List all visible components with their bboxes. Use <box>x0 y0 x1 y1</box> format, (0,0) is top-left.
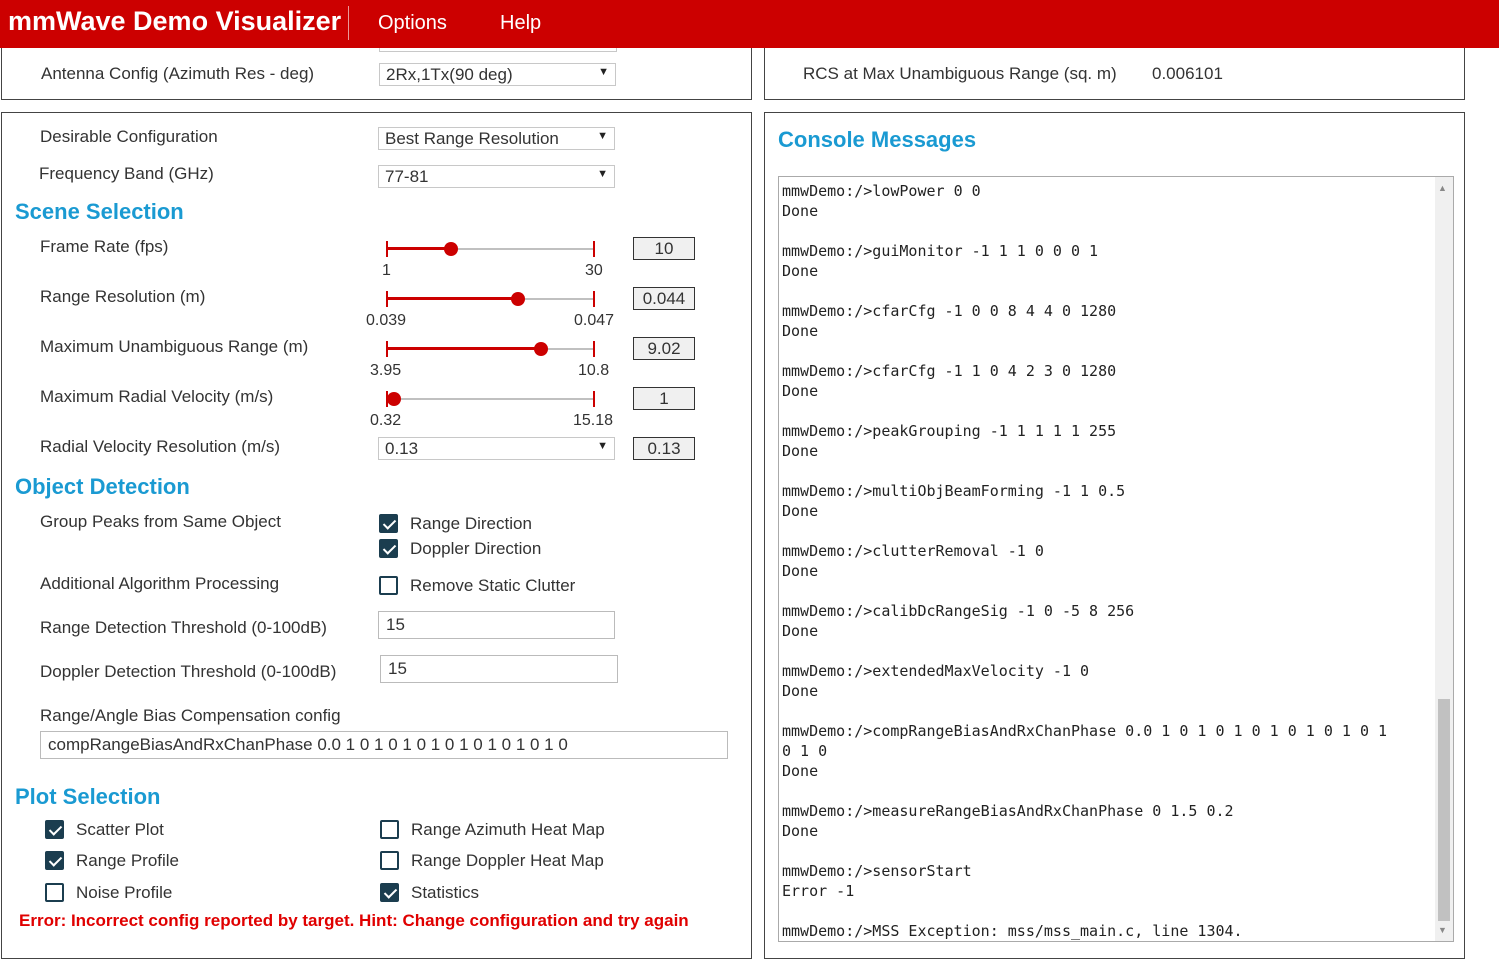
range-profile-checkbox[interactable] <box>45 851 64 870</box>
menu-options[interactable]: Options <box>378 12 447 34</box>
scatter-plot-label: Scatter Plot <box>76 820 164 839</box>
range-resolution-min: 0.039 <box>366 312 407 329</box>
object-detection-heading: Object Detection <box>15 474 190 499</box>
slider-fill <box>386 347 541 350</box>
range-doppler-checkbox[interactable] <box>380 851 399 870</box>
console-scrollbar[interactable] <box>1435 177 1453 941</box>
console-log[interactable] <box>778 176 1454 942</box>
slider-max-marker <box>593 391 595 407</box>
scatter-plot-checkbox[interactable] <box>45 820 64 839</box>
max-range-slider[interactable] <box>386 337 595 361</box>
bias-compensation-label: Range/Angle Bias Compensation config <box>40 706 341 725</box>
slider-thumb[interactable] <box>511 292 525 306</box>
range-resolution-slider[interactable] <box>386 287 595 311</box>
velocity-resolution-dropdown[interactable] <box>378 437 615 460</box>
max-range-value: 9.02 <box>633 337 695 360</box>
rcs-label: RCS at Max Unambiguous Range (sq. m) <box>803 64 1117 83</box>
antenna-config-label: Antenna Config (Azimuth Res - deg) <box>41 64 315 83</box>
slider-fill <box>386 297 518 300</box>
frame-rate-value: 10 <box>633 237 695 260</box>
max-velocity-max: 15.18 <box>573 412 614 429</box>
remove-static-clutter-checkbox[interactable] <box>379 576 398 595</box>
range-azimuth-label: Range Azimuth Heat Map <box>411 820 605 839</box>
console-heading: Console Messages <box>778 127 977 152</box>
max-velocity-label: Maximum Radial Velocity (m/s) <box>40 387 274 406</box>
noise-profile-checkbox[interactable] <box>45 883 64 902</box>
error-message: Error: Incorrect config reported by target. Hint: Change configuration and try again <box>19 911 689 930</box>
rcs-panel <box>764 48 1465 100</box>
slider-fill <box>386 247 451 250</box>
doppler-threshold-label: Doppler Detection Threshold (0-100dB) <box>40 662 337 681</box>
frequency-band-value: 77-81 <box>385 167 429 186</box>
statistics-checkbox[interactable] <box>380 883 399 902</box>
top-bar <box>0 0 1499 48</box>
range-resolution-label: Range Resolution (m) <box>40 287 206 306</box>
slider-max-marker <box>593 241 595 257</box>
additional-processing-label: Additional Algorithm Processing <box>40 574 280 593</box>
rcs-value: 0.006101 <box>1152 64 1223 83</box>
max-range-min: 3.95 <box>370 362 402 379</box>
max-velocity-slider[interactable] <box>386 387 595 411</box>
antenna-config-value: 2Rx,1Tx(90 deg) <box>386 65 513 84</box>
velocity-resolution-value: 0.13 <box>633 437 695 460</box>
slider-min-marker <box>386 341 388 357</box>
frame-rate-max: 30 <box>585 262 603 279</box>
slider-thumb[interactable] <box>387 392 401 406</box>
range-resolution-value: 0.044 <box>633 287 695 310</box>
range-azimuth-checkbox[interactable] <box>380 820 399 839</box>
slider-thumb[interactable] <box>534 342 548 356</box>
frame-rate-label: Frame Rate (fps) <box>40 237 169 256</box>
slider-min-marker <box>386 291 388 307</box>
doppler-direction-checkbox[interactable] <box>379 539 398 558</box>
doppler-direction-label: Doppler Direction <box>410 539 542 558</box>
statistics-label: Statistics <box>411 883 480 902</box>
plot-selection-heading: Plot Selection <box>15 784 161 809</box>
doppler-threshold-input[interactable] <box>380 655 618 683</box>
title-separator <box>348 6 349 40</box>
scroll-down-icon[interactable]: ▼ <box>1438 925 1447 935</box>
slider-max-marker <box>593 341 595 357</box>
noise-profile-label: Noise Profile <box>76 883 173 902</box>
frequency-band-dropdown[interactable] <box>378 165 615 188</box>
desirable-config-value: Best Range Resolution <box>385 129 559 148</box>
slider-max-marker <box>593 291 595 307</box>
dropdown-caret-icon: ▼ <box>597 440 608 452</box>
max-velocity-value: 1 <box>633 387 695 410</box>
range-doppler-label: Range Doppler Heat Map <box>411 851 604 870</box>
desirable-config-label: Desirable Configuration <box>40 127 218 146</box>
desirable-config-dropdown[interactable] <box>378 127 615 150</box>
frame-rate-min: 1 <box>382 262 391 279</box>
dropdown-caret-icon: ▼ <box>597 168 608 180</box>
slider-thumb[interactable] <box>444 242 458 256</box>
range-direction-checkbox[interactable] <box>379 514 398 533</box>
scene-selection-heading: Scene Selection <box>15 199 184 224</box>
range-resolution-max: 0.047 <box>574 312 615 329</box>
dropdown-caret-icon: ▼ <box>598 66 609 78</box>
antenna-config-dropdown[interactable] <box>379 63 616 86</box>
max-velocity-min: 0.32 <box>370 412 402 429</box>
scrollbar-thumb[interactable] <box>1438 699 1450 921</box>
slider-min-marker <box>386 241 388 257</box>
partial-dropdown-edge <box>379 48 617 52</box>
slider-track <box>386 398 595 400</box>
range-threshold-label: Range Detection Threshold (0-100dB) <box>40 618 327 637</box>
max-range-label: Maximum Unambiguous Range (m) <box>40 337 309 356</box>
scroll-up-icon[interactable]: ▲ <box>1438 183 1447 193</box>
bias-compensation-input[interactable] <box>40 731 728 759</box>
velocity-resolution-dropdown-value: 0.13 <box>385 439 419 458</box>
max-range-max: 10.8 <box>578 362 610 379</box>
frequency-band-label: Frequency Band (GHz) <box>39 164 214 183</box>
range-direction-label: Range Direction <box>410 514 532 533</box>
menu-help[interactable]: Help <box>500 12 542 34</box>
console-text: mmwDemo:/>lowPower 0 0 Done mmwDemo:/>guiMonitor -1 1 1 0 0 0 1 Done mmwDemo:/>cfarCfg -1 0 0 8 4 4 0 1280 Done mmwDemo:/>cfarCfg -1 1 0 4 2 3 0 1280 Done mmwDemo:/>peakGrouping -1 1 1 1 1 255 Done mmwDemo:/>multiObjBeamForming -1 1 0.5 Done mmwDemo:/>clutterRemoval -1 0 Done mmwDemo:/>calibDcRangeSig -1 0 -5 8 256 Done mmwDemo:/>extendedMaxVelocity -1 0 Done mmwDemo:/>compRangeBiasAndRxChanPhase 0.0 1 0 1 0 1 0 1 0 1 0 1 0 1 0 1 0 Done mmwDemo:/>measureRangeBiasAndRxChanPhase 0 1.5 0.2 Done mmwDemo:/>sensorStart Error -1 mmwDemo:/>MSS Exception: mss/mss_main.c, line 1304. <box>782 182 1388 940</box>
range-threshold-input[interactable] <box>378 611 615 639</box>
velocity-resolution-label: Radial Velocity Resolution (m/s) <box>40 437 280 456</box>
range-profile-label: Range Profile <box>76 851 180 870</box>
remove-static-clutter-label: Remove Static Clutter <box>410 576 576 595</box>
group-peaks-label: Group Peaks from Same Object <box>40 512 281 531</box>
dropdown-caret-icon: ▼ <box>597 130 608 142</box>
antenna-panel <box>1 48 752 100</box>
app-title: mmWave Demo Visualizer <box>8 6 342 36</box>
frame-rate-slider[interactable] <box>386 237 595 261</box>
